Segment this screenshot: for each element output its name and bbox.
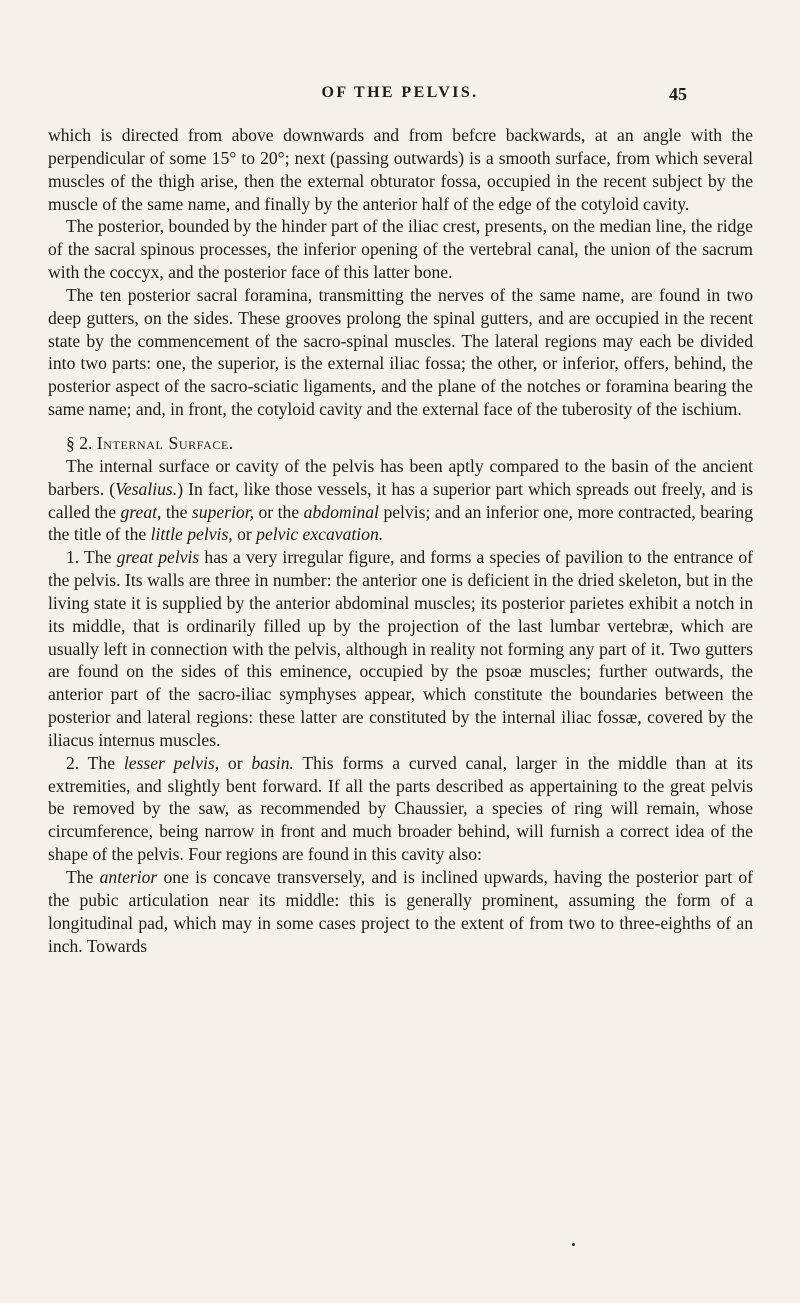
page-number: 45 — [669, 84, 687, 104]
text-run: the — [161, 501, 192, 522]
paragraph-posterior-region: The posterior, bounded by the hinder part of the iliac crest, presents, on the median line, the ridge of the sacral spinous processes, the inferior opening of the vertebral canal, the union of the sacrum with the coccyx, and the posterior face of this latter bone. — [48, 216, 753, 283]
text-run: or the — [254, 501, 304, 522]
text-run: ) In fact, like those vessels, it has a superior part which spreads out freely, and is called the — [48, 478, 753, 522]
text-run: has a very irregular figure, and forms a species of pavilion to the entrance of the pelvis. Its walls are three in number: the anterior one is deficient in the dried skeleton, but in the living state it is supplied by the anterior abdominal muscles; its posterior parietes exhibit a notch in its middle, that is ordinarily filled up by the projection of the last lumbar vertebræ, which are usually left in connection with the pelvis, although in reality not forming any part of it. Two gutters are found on the sides of this eminence, occupied by the psoæ muscles; further outwards, the anterior part of the sacro-iliac symphyses appear, which constitute the boundaries between the posterior and lateral regions: these latter are constituted by the internal iliac fossæ, covered by the iliacus internus muscles. — [48, 547, 753, 750]
term-basin: basin. — [251, 752, 294, 773]
section-number: § 2. — [66, 432, 93, 453]
running-head — [0, 84, 800, 108]
term-abdominal: abdominal — [303, 501, 379, 522]
term-pelvic-excavation: pelvic excavation. — [256, 524, 384, 545]
section-title: Internal Surface. — [96, 432, 234, 453]
section-heading — [48, 432, 753, 455]
text-run: 2. The — [66, 752, 124, 773]
text-run: pelvis; and an inferior one, more contracted, bearing the title of the — [48, 501, 754, 545]
paragraph-lesser-pelvis — [48, 752, 753, 866]
print-speck — [572, 1243, 575, 1246]
text-run: The internal surface or cavity of the pelvis has been aptly compared to the basin of the ancient barbers. ( — [48, 455, 753, 499]
term-lesser-pelvis: lesser pelvis, — [123, 752, 220, 773]
paragraph-internal-surface — [48, 455, 753, 546]
term-great: great, — [120, 501, 162, 522]
paragraph-great-pelvis — [48, 546, 753, 752]
text-run: one is concave transversely, and is inclined upwards, having the posterior part of the pubic articulation near its middle: this is generally prominent, assuming the form of a longitudinal pad, which may in some cases project to the extent of from two to three-eighths of an inch. Towards — [48, 867, 753, 956]
citation-vesalius: Vesalius. — [115, 478, 178, 499]
term-superior: superior, — [191, 501, 254, 522]
term-little-pelvis: little pelvis, — [150, 524, 233, 545]
term-anterior: anterior — [99, 867, 158, 887]
text-run: or — [219, 752, 252, 773]
paragraph-anterior-region — [48, 866, 753, 957]
running-title: OF THE PELVIS. — [321, 84, 479, 101]
term-great-pelvis: great pelvis — [116, 547, 200, 568]
text-run: The — [66, 867, 100, 887]
text-run: or — [232, 524, 257, 545]
paragraph-sacral-foramina: The ten posterior sacral foramina, transmitting the nerves of the same name, are found in two deep gutters, on the sides. These grooves prolong the spinal gutters, and are occupied in the recent state by the commencement of the sacro-spinal muscles. The lateral regions may each be divided into two parts: one, the superior, is the external iliac fossa; the other, or inferior, offers, behind, the posterior aspect of the sacro-sciatic ligaments, and the plane of the notches or foramina bearing the same name; and, in front, the cotyloid cavity and the external face of the tuberosity of the ischium. — [48, 284, 753, 420]
text-run: This forms a curved canal, larger in the middle than at its extremities, and slightly bent forward. If all the parts described as appertaining to the great pelvis be removed by the saw, as recommended by Chaussier, a species of ring will remain, whose circumference, being narrow in front and much broader behind, will furnish a correct idea of the shape of the pelvis. Four regions are found in this cavity also: — [48, 752, 753, 865]
text-run: 1. The — [66, 547, 117, 568]
body-text — [48, 124, 753, 957]
paragraph-continuation: which is directed from above downwards and from befcre backwards, at an angle with the perpendicular of some 15° to 20°; next (passing outwards) is a smooth surface, from which several muscles of the thigh arise, then the external obturator fossa, occupied in the recent subject by the muscle of the same name, and finally by the anterior half of the edge of the cotyloid cavity. — [48, 125, 753, 214]
